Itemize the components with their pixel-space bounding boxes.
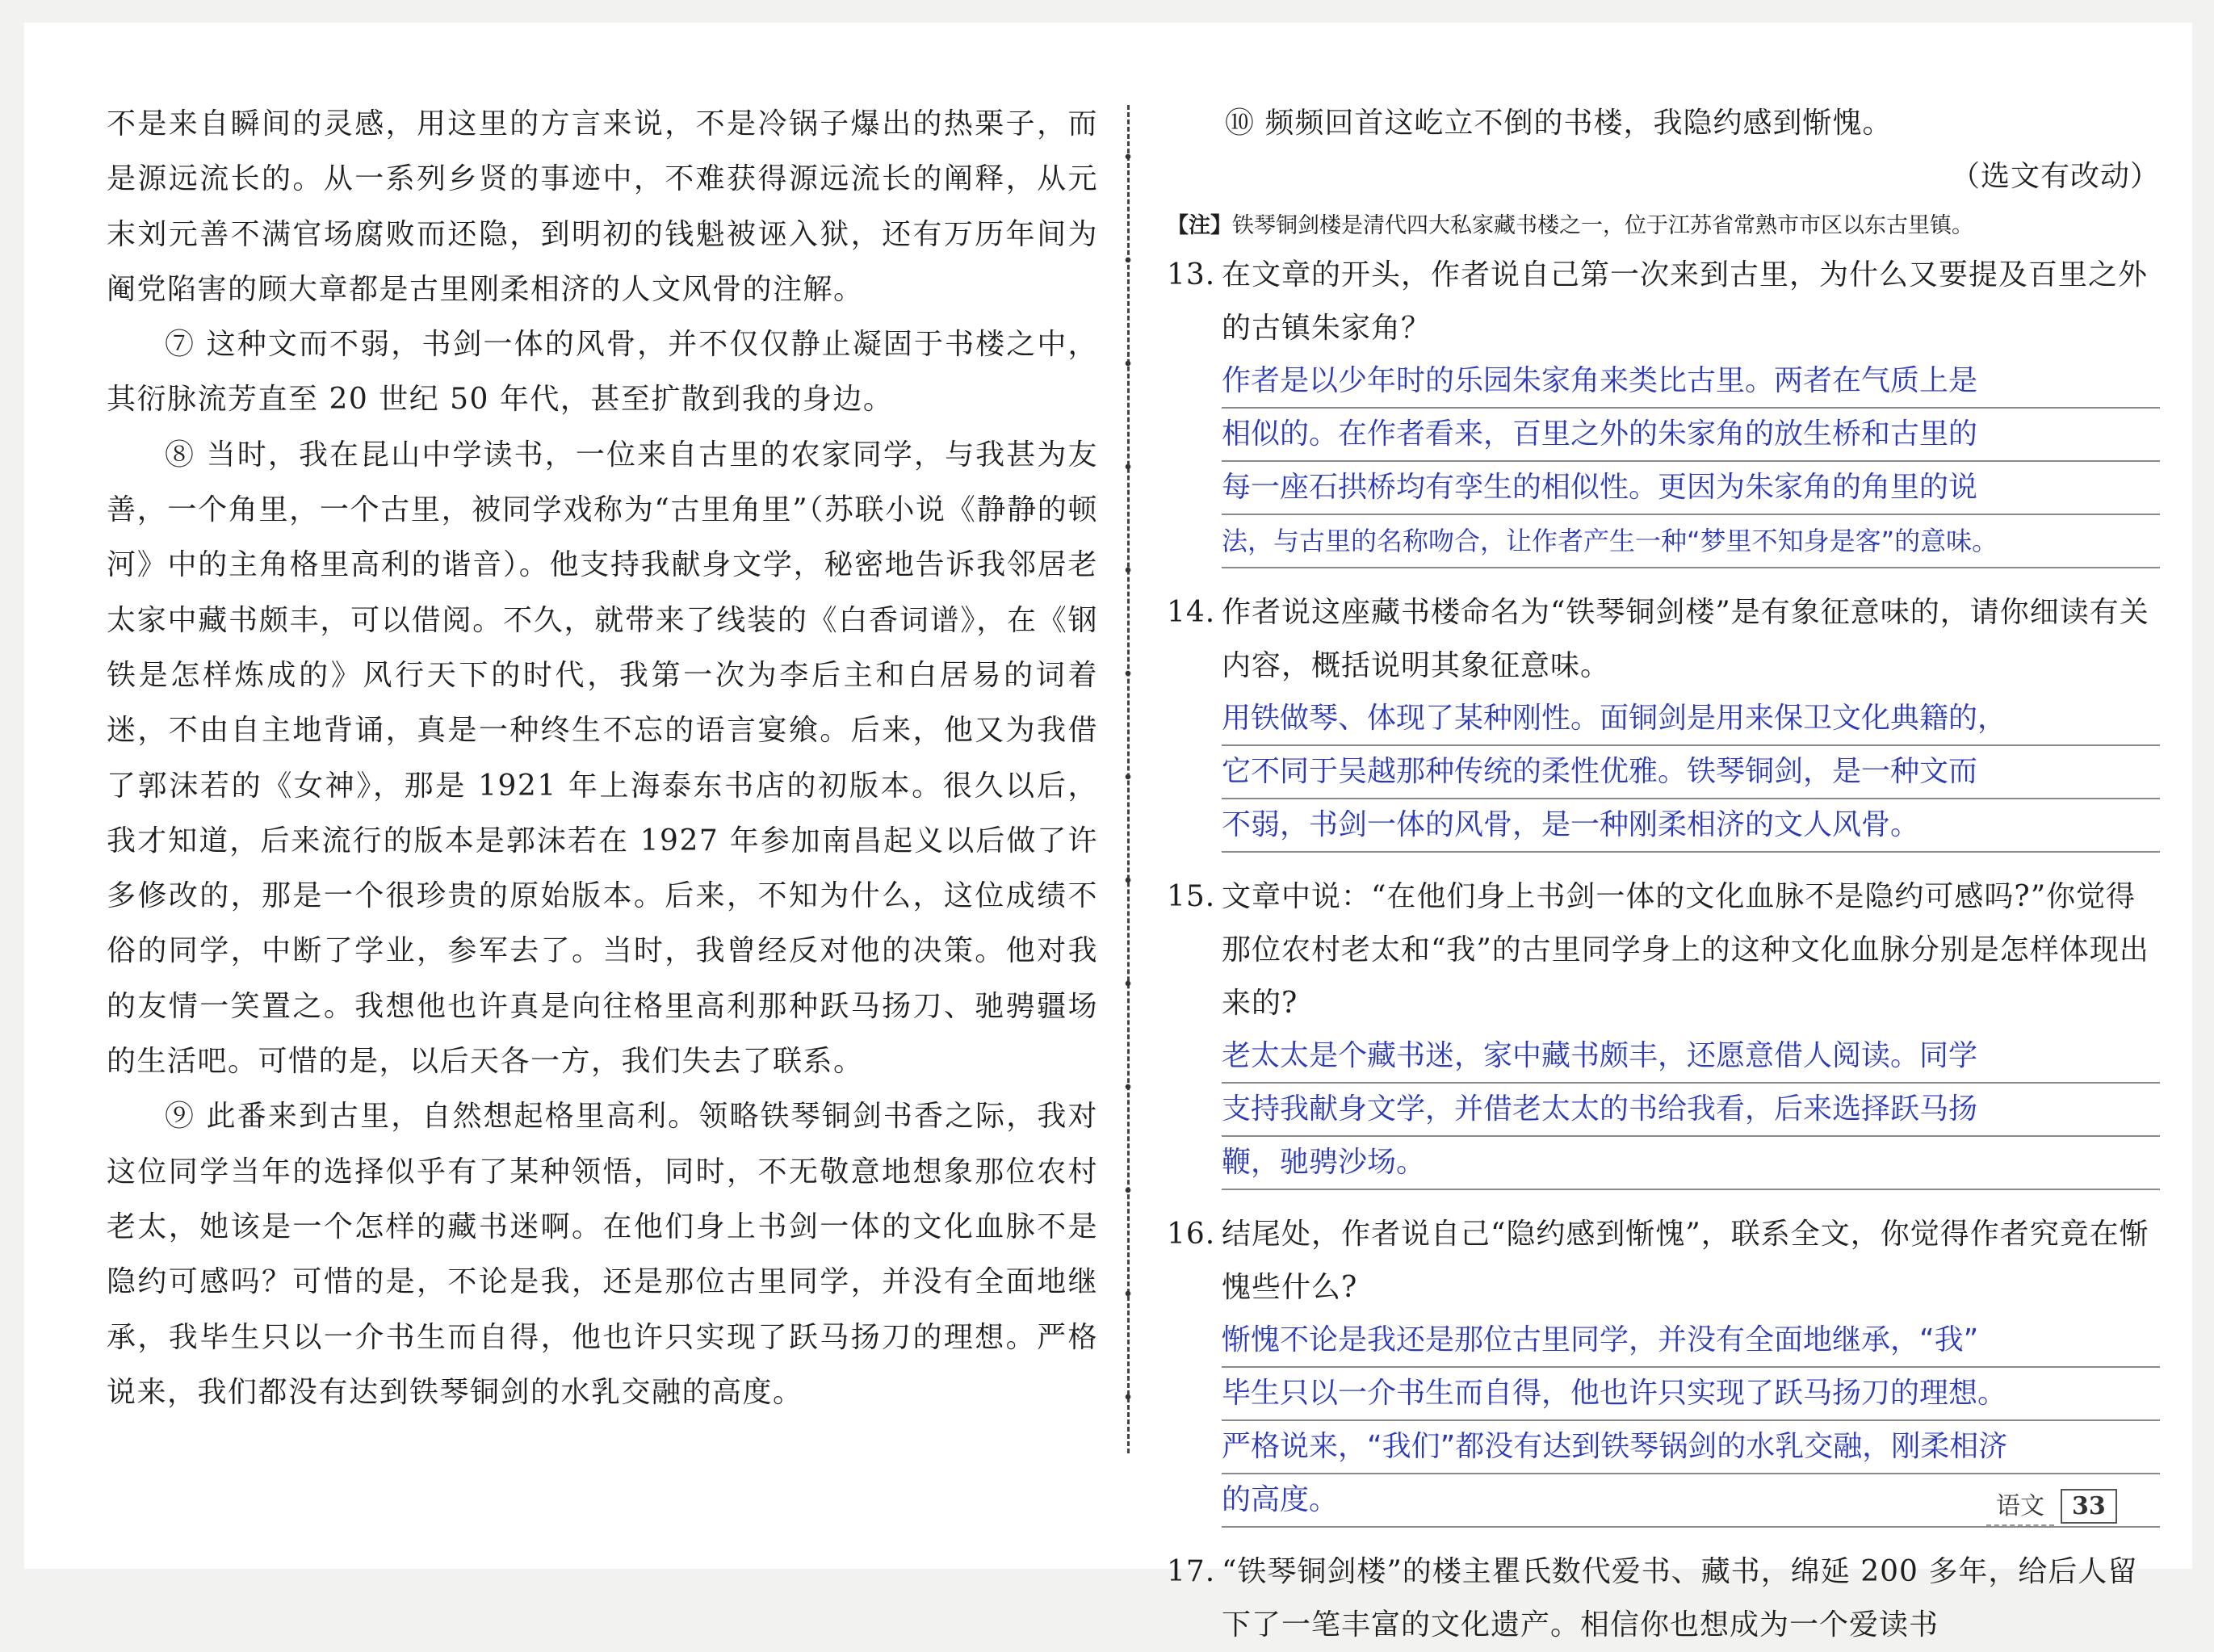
answer-line: 支持我献身文学，并借老太太的书给我看，后来选择跃马扬 <box>1222 1084 2160 1137</box>
answer-line: 毕生只以一介书生而自得，他也许只实现了跃马扬刀的理想。 <box>1222 1368 2160 1421</box>
footnote-tag: 【注】 <box>1167 213 1232 238</box>
paragraph-10: ⑩ 频频回首这屹立不倒的书楼，我隐约感到惭愧。 <box>1225 107 1893 140</box>
question-text: 结尾处，作者说自己“隐约感到惭愧”，联系全文，你觉得作者究竟在惭愧些什么? <box>1222 1218 2149 1304</box>
question-13 <box>1167 249 2160 568</box>
footnote <box>1167 203 2160 249</box>
answer-line: 鞭，驰骋沙场。 <box>1222 1137 2160 1190</box>
answer-area <box>1222 1030 2160 1190</box>
question-number: 15. <box>1167 880 1216 913</box>
answer-line: 每一座石拱桥均有孪生的相似性。更因为朱家角的角里的说 <box>1222 462 2160 515</box>
question-number: 14. <box>1167 596 1216 629</box>
answer-line: 用铁做琴、体现了某种刚性。面铜剑是用来保卫文化典籍的， <box>1222 693 2160 746</box>
page-footer <box>1986 1482 2117 1526</box>
paragraph-9: ⑨ 此番来到古里，自然想起格里高利。领略铁琴铜剑书香之际，我对这位同学当年的选择似乎有了某种领悟，同时，不无敬意地想象那位农村老太，她该是一个怎样的藏书迷啊。在他们身上书剑一体的文化血脉不是隐约可感吗？可惜的是，不论是我，还是那位古里同学，并没有全面地继承，我毕生只以一介书生而自得，他也许只实现了跃马扬刀的理想。严格说来，我们都没有达到铁琴铜剑的水乳交融的高度。 <box>107 1100 1098 1409</box>
question-number: 16. <box>1167 1218 1216 1251</box>
answer-line: 作者是以少年时的乐园朱家角来类比古里。两者在气质上是 <box>1222 355 2160 409</box>
paragraph-6-continued: 不是来自瞬间的灵感，用这里的方言来说，不是冷锅子爆出的热栗子，而是源远流长的。从一系列乡贤的事迹中，不难获得源远流长的阐释，从元末刘元善不满官场腐败而还隐，到明初的钱魁被诬入狱，还有万历年间为阉党陷害的顾大章都是古里刚柔相济的人文风骨的注解。 <box>107 107 1098 306</box>
left-column <box>107 97 1098 1420</box>
question-number: 17. <box>1167 1555 1216 1588</box>
answer-line: 它不同于吴越那种传统的柔性优雅。铁琴铜剑，是一种文而 <box>1222 746 2160 799</box>
paragraph-8: ⑧ 当时，我在昆山中学读书，一位来自古里的农家同学，与我甚为友善，一个角里，一个古里，被同学戏称为“古里角里”（苏联小说《静静的顿河》中的主角格里高利的谐音）。他支持我献身文学，秘密地告诉我邻居老太家中藏书颇丰，可以借阅。不久，就带来了线装的《白香词谱》，在《钢铁是怎样炼成的》风行天下的时代，我第一次为李后主和白居易的词着迷，不由自主地背诵，真是一种终生不忘的语言宴飨。后来，他又为我借了郭沫若的《女神》，那是 1921 年上海泰东书店的初版本。很久以后，我才知道，后来流行的版本是郭沫若在 1927 年参加南昌起义以后做了许多修改的，那是一个很珍贵的原始版本。后来，不知为什么，这位成绩不俗的同学，中断了学业，参军去了。当时，我曾经反对他的决策。他对我的友情一笑置之。我想他也许真是向往格里高利那种跃马扬刀、驰骋疆场的生活吧。可惜的是，以后天各一方，我们失去了联系。 <box>107 438 1098 1079</box>
paragraph-7: ⑦ 这种文而不弱，书剑一体的风骨，并不仅仅静止凝固于书楼之中，其衍脉流芳直至 20 世纪 50 年代，甚至扩散到我的身边。 <box>107 328 1098 417</box>
answer-line: 严格说来，“我们”都没有达到铁琴锅剑的水乳交融，刚柔相济 <box>1222 1421 2160 1474</box>
answer-area <box>1222 693 2160 853</box>
question-14 <box>1167 586 2160 853</box>
column-divider-dots <box>1121 105 1135 1453</box>
subject-label: 语文 <box>1986 1482 2054 1526</box>
question-16 <box>1167 1208 2160 1528</box>
question-text: 文章中说：“在他们身上书剑一体的文化血脉不是隐约可感吗?”你觉得那位农村老太和“我”的古里同学身上的这种文化血脉分别是怎样体现出来的? <box>1222 880 2149 1020</box>
answer-line: 惭愧不论是我还是那位古里同学，并没有全面地继承，“我” <box>1222 1314 2160 1368</box>
footnote-text: 铁琴铜剑楼是清代四大私家藏书楼之一，位于江苏省常熟市市区以东古里镇。 <box>1232 213 1973 238</box>
answer-line: 不弱，书剑一体的风骨，是一种刚柔相济的文人风骨。 <box>1222 799 2160 853</box>
answer-line: 法，与古里的名称吻合，让作者产生一种“梦里不知身是客”的意味。 <box>1222 515 2160 568</box>
question-text: 作者说这座藏书楼命名为“铁琴铜剑楼”是有象征意味的，请你细读有关内容，概括说明其象征意味。 <box>1222 596 2149 682</box>
answer-line: 相似的。在作者看来，百里之外的朱家角的放生桥和古里的 <box>1222 409 2160 462</box>
answer-line: 的高度。 <box>1222 1474 2160 1528</box>
source-note: （选文有改动） <box>1950 160 2160 193</box>
answer-line: 老太太是个藏书迷，家中藏书颇丰，还愿意借人阅读。同学 <box>1222 1030 2160 1084</box>
question-17 <box>1167 1545 2160 1652</box>
question-15 <box>1167 870 2160 1190</box>
right-column <box>1167 97 2160 1652</box>
question-text: “铁琴铜剑楼”的楼主瞿氏数代爱书、藏书，绵延 200 多年，给后人留下了一笔丰富的文化遗产。相信你也想成为一个爱读书 <box>1222 1555 2138 1642</box>
answer-area <box>1222 355 2160 568</box>
page-number: 33 <box>2061 1489 2117 1524</box>
question-number: 13. <box>1167 258 1216 291</box>
question-text: 在文章的开头，作者说自己第一次来到古里，为什么又要提及百里之外的古镇朱家角？ <box>1222 258 2149 345</box>
